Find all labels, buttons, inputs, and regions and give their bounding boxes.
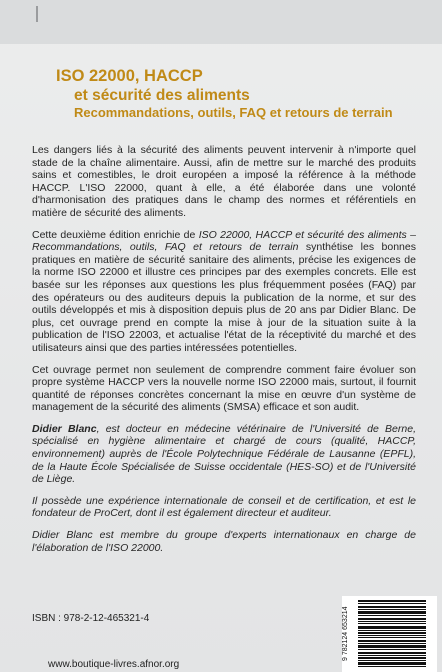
edition-intro: Cette deuxième édition enrichie de	[32, 228, 199, 241]
title-block	[56, 67, 436, 121]
edition-rest: synthétise les bonnes pratiques en matière de sécurité sanitaire des aliments, précise les exigences de la norme ISO 22000 et illustre ces principes par des exemples concrets. Elle est basée sur les réponses aux questions les plus fréquemment posées (FAQ) par des opérateurs ou des auditeurs depuis la publication de la norme, et sur des outils développés et mis à disposition depuis plus de 20 ans par Didier Blanc. De plus, cet ouvrage prend en compte la mise à jour de la situation suite à la publication de l'ISO 22003, et actualise l'état de la réceptivité du marché et des utilisateurs ainsi que des parties intéressées potentielles.	[32, 241, 416, 354]
isbn: ISBN : 978-2-12-465321-4	[32, 613, 150, 624]
crop-mark	[36, 6, 38, 22]
top-band	[0, 0, 442, 44]
paragraph-intro: Les dangers liés à la sécurité des aliments peuvent intervenir à n'importe quel stade de la chaîne alimentaire. Aussi, afin de mettre sur le marché des produits sains et comestibles, le droit européen a imposé la référence à la méthode HACCP. L'ISO 22000, quant à elle, a été élaborée dans une volonté d'harmonisation des pratiques dans le champ des normes et référentiels en matière de sécurité des aliments.	[32, 144, 416, 219]
barcode	[342, 596, 437, 672]
edition-book-title: ISO 22000, HACCP et sécurité des aliments – Recommandations, outils, FAQ et retours de terrain	[32, 228, 416, 254]
subtitle: Recommandations, outils, FAQ et retours de terrain	[74, 105, 393, 121]
author-experience: Il possède une expérience internationale de conseil et de certification, et est le fondateur de ProCert, dont il est également directeur et auditeur.	[32, 494, 416, 520]
barcode-number: 9 782124 653214	[342, 606, 349, 662]
publisher-url[interactable]: www.boutique-livres.afnor.org	[48, 659, 180, 670]
author-name: Didier Blanc	[32, 422, 97, 435]
title-line-1: ISO 22000, HACCP	[56, 67, 203, 85]
barcode-bars	[358, 600, 434, 668]
author-bio	[32, 423, 416, 486]
paragraph-purpose: Cet ouvrage permet non seulement de comprendre comment faire évoluer son propre système HACCP vers la nouvelle norme ISO 22000 mais, surtout, il fournit quantité de réponses concrètes concernant la mise en œuvre d'un système de management de la sécurité des aliments (SMSA) efficace et son audit.	[32, 363, 416, 414]
title-line-2: et sécurité des aliments	[74, 86, 250, 104]
author-membership: Didier Blanc est membre du groupe d'experts internationaux en charge de l'élaboration de l'ISO 22000.	[32, 529, 416, 554]
description	[32, 144, 416, 563]
paragraph-edition	[32, 229, 416, 355]
author-bio-text: , est docteur en médecine vétérinaire de l'Université de Berne, spécialisé en hygiène alimentaire et chargé de cours (qualité, HACCP, environnement) auprès de l'École Polytechnique Fédérale de Lausanne (EPFL), de la Haute École Spécialisée de Suisse occidentale (HES-SO) et de l'Université de Liège.	[32, 422, 416, 486]
